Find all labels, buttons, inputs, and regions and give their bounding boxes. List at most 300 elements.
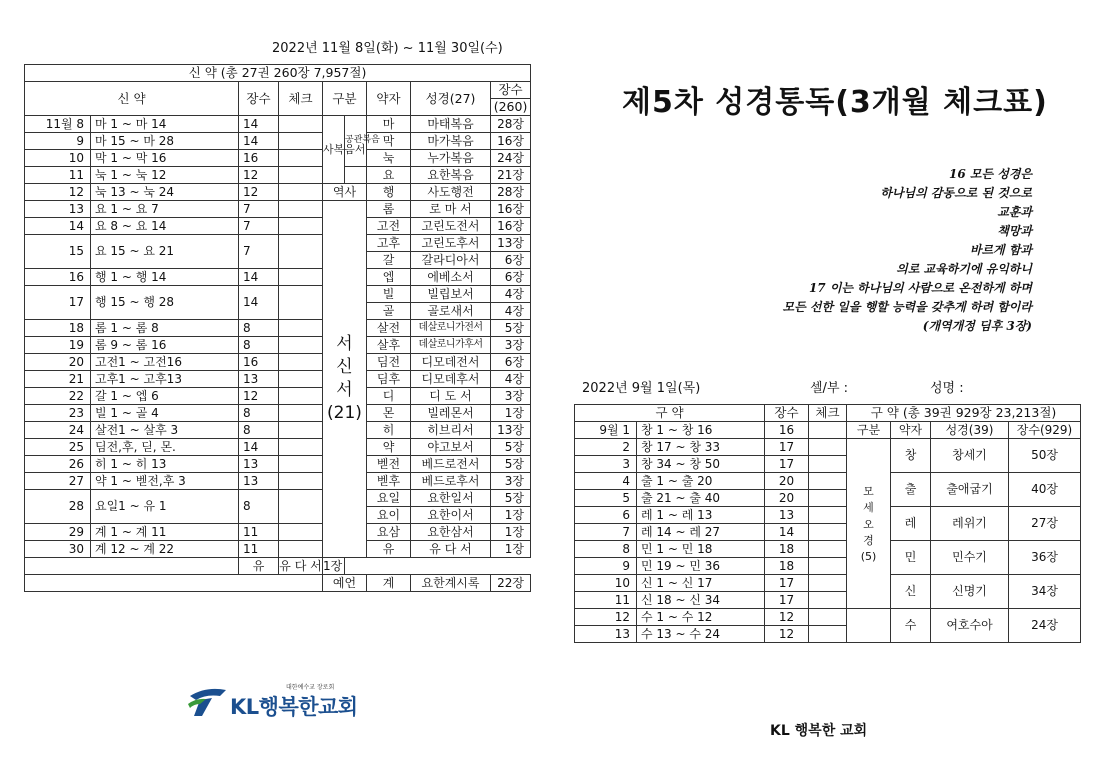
book-chapters: 24장 (1009, 609, 1081, 643)
book-name: 빌레몬서 (411, 405, 491, 422)
reading-chapters: 18 (765, 541, 809, 558)
check-box[interactable] (279, 201, 323, 218)
book-chapters: 5장 (491, 439, 531, 456)
book-abbr: 디 (367, 388, 411, 405)
book-abbr: 살전 (367, 320, 411, 337)
reading-range: 신 1 ~ 신 17 (637, 575, 765, 592)
reading-range: 약 1 ~ 벧전,후 3 (91, 473, 239, 490)
church-logo-text: KL행복한교회 (230, 695, 358, 719)
reading-chapters: 12 (239, 184, 279, 201)
book-abbr: 요일 (367, 490, 411, 507)
check-box[interactable] (809, 524, 847, 541)
reading-chapters: 7 (239, 235, 279, 269)
book-chapters: 6장 (491, 252, 531, 269)
book-chapters: 1장 (491, 405, 531, 422)
verse-line: (개역개정 딤후 3장) (922, 319, 1032, 333)
reading-range: 창 17 ~ 창 33 (637, 439, 765, 456)
ot-header-chapters-total: 장수(929) (1009, 422, 1081, 439)
verse-line: 책망과 (997, 224, 1032, 238)
book-chapters: 16장 (491, 201, 531, 218)
check-box[interactable] (279, 116, 323, 133)
reading-day: 26 (25, 456, 91, 473)
ot-row (575, 609, 1081, 626)
reading-chapters: 20 (765, 490, 809, 507)
ot-header-category: 구분 (847, 422, 891, 439)
reading-chapters: 17 (765, 592, 809, 609)
verse-line: 모든 선한 일을 행할 능력을 갖추게 하려 함이라 (782, 300, 1032, 314)
reading-range: 민 1 ~ 민 18 (637, 541, 765, 558)
reading-range: 고후1 ~ 고후13 (91, 371, 239, 388)
reading-chapters: 12 (765, 609, 809, 626)
reading-range: 롬 9 ~ 롬 16 (91, 337, 239, 354)
book-abbr: 막 (367, 133, 411, 150)
reading-range: 마 15 ~ 마 28 (91, 133, 239, 150)
reading-chapters: 11 (239, 524, 279, 541)
check-box[interactable] (809, 626, 847, 643)
ot-row (575, 422, 1081, 439)
book-chapters: 3장 (491, 337, 531, 354)
check-box[interactable] (809, 592, 847, 609)
reading-day: 13 (575, 626, 637, 643)
ot-header-abbr: 약자 (891, 422, 931, 439)
book-name: 신명기 (931, 575, 1009, 609)
check-box[interactable] (809, 575, 847, 592)
reading-chapters: 16 (765, 422, 809, 439)
reading-range: 창 34 ~ 창 50 (637, 456, 765, 473)
church-logo-icon (186, 686, 228, 718)
book-name: 누가복음 (411, 150, 491, 167)
empty-cell (847, 609, 891, 643)
book-name: 창세기 (931, 439, 1009, 473)
book-abbr: 롬 (367, 201, 411, 218)
reading-day: 23 (25, 405, 91, 422)
book-chapters: 4장 (491, 371, 531, 388)
book-abbr: 빌 (367, 286, 411, 303)
cell-group-field[interactable]: 셀/부 : (810, 381, 849, 396)
reading-day: 11 (575, 592, 637, 609)
check-box[interactable] (279, 456, 323, 473)
book-name: 디 도 서 (411, 388, 491, 405)
reading-chapters: 16 (239, 150, 279, 167)
book-name: 고린도전서 (411, 218, 491, 235)
reading-day: 9 (25, 133, 91, 150)
ot-header-books: 성경(39) (931, 422, 1009, 439)
reading-range: 레 14 ~ 레 27 (637, 524, 765, 541)
book-abbr: 벧전 (367, 456, 411, 473)
reading-range: 마 1 ~ 마 14 (91, 116, 239, 133)
reading-day: 13 (25, 201, 91, 218)
nt-row (25, 388, 531, 405)
ot-row (575, 541, 1081, 558)
verse-line: 하나님의 감동으로 된 것으로 (880, 186, 1032, 200)
book-abbr: 유 (239, 558, 279, 575)
reading-day: 25 (25, 439, 91, 456)
reading-range: 딤전,후, 딛, 몬. (91, 439, 239, 456)
check-box[interactable] (809, 558, 847, 575)
nt-row (25, 473, 531, 490)
book-abbr: 수 (891, 609, 931, 643)
reading-range: 요일1 ~ 유 1 (91, 490, 239, 524)
reading-day: 21 (25, 371, 91, 388)
book-abbr: 신 (891, 575, 931, 609)
ot-checklist-table (574, 404, 1081, 643)
book-chapters: 28장 (491, 116, 531, 133)
book-abbr: 몬 (367, 405, 411, 422)
reading-chapters: 17 (765, 575, 809, 592)
check-box[interactable] (279, 388, 323, 405)
nt-row (25, 269, 531, 286)
reading-range: 계 12 ~ 계 22 (91, 541, 239, 558)
book-abbr: 딤전 (367, 354, 411, 371)
ot-row (575, 575, 1081, 592)
book-chapters: 3장 (491, 388, 531, 405)
nt-table-title: 신 약 (총 27권 260장 7,957절) (25, 65, 531, 82)
book-chapters: 1장 (323, 558, 345, 575)
nt-header-abbr: 약자 (367, 82, 411, 116)
book-name: 마태복음 (411, 116, 491, 133)
book-chapters: 13장 (491, 422, 531, 439)
reading-range: 레 1 ~ 레 13 (637, 507, 765, 524)
book-name: 요한삼서 (411, 524, 491, 541)
book-name: 유 다 서 (279, 558, 322, 573)
verse-line: 16 모든 성경은 (948, 167, 1032, 181)
reading-range: 수 1 ~ 수 12 (637, 609, 765, 626)
book-chapters: 36장 (1009, 541, 1081, 575)
reading-chapters: 14 (239, 133, 279, 150)
reading-chapters: 7 (239, 201, 279, 218)
reading-day: 10 (575, 575, 637, 592)
reading-chapters: 18 (765, 558, 809, 575)
book-name: 에베소서 (411, 269, 491, 286)
reading-day: 28 (25, 490, 91, 524)
ot-header-reading: 구 약 (575, 405, 765, 422)
reading-chapters: 14 (239, 116, 279, 133)
reading-range: 빌 1 ~ 골 4 (91, 405, 239, 422)
nt-header-chapters-total: 장수 (491, 82, 531, 99)
reading-chapters: 8 (239, 490, 279, 524)
category-history: 역사 (323, 184, 367, 201)
nt-row (25, 405, 531, 422)
check-box[interactable] (279, 286, 323, 320)
reading-range: 요 8 ~ 요 14 (91, 218, 239, 235)
reading-range: 살전1 ~ 살후 3 (91, 422, 239, 439)
church-logo-subtitle: 대한예수교 장로회 (286, 684, 335, 691)
reading-range: 수 13 ~ 수 24 (637, 626, 765, 643)
book-name: 마가복음 (411, 133, 491, 150)
nt-row (25, 524, 531, 541)
reading-range: 고전1 ~ 고전16 (91, 354, 239, 371)
reading-day: 22 (25, 388, 91, 405)
book-chapters: 5장 (491, 456, 531, 473)
check-box[interactable] (809, 473, 847, 490)
reading-day: 24 (25, 422, 91, 439)
book-name: 요한계시록 (411, 575, 491, 592)
name-field[interactable]: 성명 : (930, 381, 964, 396)
nt-row (25, 286, 531, 303)
church-logo (186, 682, 366, 722)
book-abbr: 고전 (367, 218, 411, 235)
nt-row (25, 201, 531, 218)
nt-row (25, 337, 531, 354)
reading-day: 29 (25, 524, 91, 541)
reading-range: 요 15 ~ 요 21 (91, 235, 239, 269)
reading-day: 2 (575, 439, 637, 456)
reading-chapters: 12 (765, 626, 809, 643)
book-name: 고린도후서 (411, 235, 491, 252)
book-name: 베드로전서 (411, 456, 491, 473)
book-name: 사도행전 (411, 184, 491, 201)
check-box[interactable] (279, 235, 323, 269)
book-abbr: 출 (891, 473, 931, 507)
reading-range: 히 1 ~ 히 13 (91, 456, 239, 473)
reading-chapters: 8 (239, 422, 279, 439)
book-name: 히브리서 (411, 422, 491, 439)
check-box[interactable] (809, 507, 847, 524)
reading-range: 갈 1 ~ 엡 6 (91, 388, 239, 405)
reading-range: 막 1 ~ 막 16 (91, 150, 239, 167)
nt-row (25, 422, 531, 439)
reading-day: 12 (25, 184, 91, 201)
category-pentateuch (847, 439, 891, 609)
reading-chapters: 13 (239, 456, 279, 473)
nt-row (25, 541, 531, 558)
book-chapters: 40장 (1009, 473, 1081, 507)
reading-chapters: 14 (239, 269, 279, 286)
book-name: 골로새서 (411, 303, 491, 320)
book-name: 야고보서 (411, 439, 491, 456)
ot-row (575, 439, 1081, 456)
book-abbr: 유 (367, 541, 411, 558)
reading-chapters: 13 (239, 371, 279, 388)
check-box[interactable] (809, 439, 847, 456)
check-box[interactable] (279, 490, 323, 524)
reading-day: 11월 8 (25, 116, 91, 133)
book-chapters: 13장 (491, 235, 531, 252)
ot-header-check: 체크 (809, 405, 847, 422)
book-abbr: 골 (367, 303, 411, 320)
reading-range: 행 1 ~ 행 14 (91, 269, 239, 286)
book-abbr: 약 (367, 439, 411, 456)
reading-day: 14 (25, 218, 91, 235)
reading-day: 7 (575, 524, 637, 541)
reading-day: 20 (25, 354, 91, 371)
book-chapters: 6장 (491, 269, 531, 286)
empty-cell (25, 558, 239, 575)
reading-range: 출 21 ~ 출 40 (637, 490, 765, 507)
book-chapters: 1장 (491, 507, 531, 524)
book-abbr: 요삼 (367, 524, 411, 541)
book-abbr: 히 (367, 422, 411, 439)
book-name: 민수기 (931, 541, 1009, 575)
check-box[interactable] (279, 439, 323, 456)
reading-chapters: 11 (239, 541, 279, 558)
start-date: 2022년 9월 1일(목) (582, 381, 701, 396)
reading-chapters: 8 (239, 405, 279, 422)
reading-range: 눅 13 ~ 눅 24 (91, 184, 239, 201)
verse-line: 바르게 함과 (969, 243, 1032, 257)
check-box[interactable] (279, 218, 323, 235)
footer-church-name: KL 행복한 교회 (770, 723, 868, 739)
check-box[interactable] (279, 524, 323, 541)
reading-day: 9 (575, 558, 637, 575)
nt-row (25, 371, 531, 388)
nt-header-chapters: 장수 (239, 82, 279, 116)
book-abbr: 눅 (367, 150, 411, 167)
reading-day: 15 (25, 235, 91, 269)
nt-row (25, 456, 531, 473)
check-box[interactable] (279, 473, 323, 490)
reading-chapters: 17 (765, 439, 809, 456)
book-name: 데살로니가전서 (411, 320, 491, 337)
book-chapters: 4장 (491, 286, 531, 303)
book-chapters: 5장 (491, 320, 531, 337)
nt-row (25, 218, 531, 235)
check-box[interactable] (809, 490, 847, 507)
check-box[interactable] (279, 320, 323, 337)
book-chapters: 6장 (491, 354, 531, 371)
reading-chapters: 14 (765, 524, 809, 541)
reading-range: 요 1 ~ 요 7 (91, 201, 239, 218)
book-name: 로 마 서 (411, 201, 491, 218)
book-abbr: 살후 (367, 337, 411, 354)
reading-chapters: 8 (239, 337, 279, 354)
book-abbr: 마 (367, 116, 411, 133)
verse-line: 17 이는 하나님의 사람으로 온전하게 하며 (808, 281, 1032, 295)
check-box[interactable] (279, 541, 323, 558)
nt-checklist-table (24, 64, 531, 592)
pentateuch-label: 모세오경 (863, 484, 874, 548)
nt-row (25, 167, 531, 184)
nt-row (25, 133, 531, 150)
reading-chapters: 8 (239, 320, 279, 337)
book-name: 레위기 (931, 507, 1009, 541)
book-chapters: 4장 (491, 303, 531, 320)
book-abbr: 요 (367, 167, 411, 184)
book-chapters: 5장 (491, 490, 531, 507)
reading-range: 눅 1 ~ 눅 12 (91, 167, 239, 184)
category-synoptic: 공관복음 (345, 116, 367, 167)
reading-day: 30 (25, 541, 91, 558)
nt-row (25, 558, 531, 575)
reading-chapters: 14 (239, 439, 279, 456)
book-chapters: 16장 (491, 133, 531, 150)
book-chapters: 16장 (491, 218, 531, 235)
category-gospels: 사복음서 (323, 116, 345, 184)
pentateuch-count: (5) (860, 549, 877, 563)
nt-header-chapters-total-num: (260) (491, 99, 531, 116)
reading-range: 계 1 ~ 계 11 (91, 524, 239, 541)
check-box[interactable] (279, 422, 323, 439)
book-name: 갈라디아서 (411, 252, 491, 269)
book-chapters: 50장 (1009, 439, 1081, 473)
category-epistles (323, 201, 367, 558)
reading-day: 8 (575, 541, 637, 558)
reading-range: 창 1 ~ 창 16 (637, 422, 765, 439)
scripture-verse (783, 165, 1033, 336)
book-chapters: 1장 (491, 541, 531, 558)
book-name: 요한이서 (411, 507, 491, 524)
check-box[interactable] (279, 167, 323, 184)
nt-header-books: 성경(27) (411, 82, 491, 116)
book-name: 베드로후서 (411, 473, 491, 490)
reading-day: 17 (25, 286, 91, 320)
book-name: 빌립보서 (411, 286, 491, 303)
book-abbr: 창 (891, 439, 931, 473)
nt-header-check: 체크 (279, 82, 323, 116)
nt-row (25, 184, 531, 201)
nt-row (25, 116, 531, 133)
book-abbr: 레 (891, 507, 931, 541)
category-prophecy: 예언 (323, 575, 367, 592)
reading-chapters: 16 (239, 354, 279, 371)
reading-day: 12 (575, 609, 637, 626)
book-name: 요한복음 (411, 167, 491, 184)
check-box[interactable] (809, 456, 847, 473)
reading-range: 신 18 ~ 신 34 (637, 592, 765, 609)
reading-day: 5 (575, 490, 637, 507)
book-abbr: 행 (367, 184, 411, 201)
nt-row (25, 320, 531, 337)
book-chapters: 24장 (491, 150, 531, 167)
nt-header-category: 구분 (323, 82, 367, 116)
reading-day: 9월 1 (575, 422, 637, 439)
reading-day: 4 (575, 473, 637, 490)
book-abbr: 딤후 (367, 371, 411, 388)
check-box[interactable] (279, 337, 323, 354)
book-abbr: 벧후 (367, 473, 411, 490)
book-abbr: 갈 (367, 252, 411, 269)
nt-row (25, 490, 531, 507)
check-box[interactable] (809, 422, 847, 439)
nt-date-range: 2022년 11월 8일(화) ~ 11월 30일(수) (272, 41, 503, 56)
ot-row (575, 507, 1081, 524)
check-box[interactable] (279, 184, 323, 201)
book-name: 출애굽기 (931, 473, 1009, 507)
reading-chapters: 14 (239, 286, 279, 320)
check-box[interactable] (809, 609, 847, 626)
reading-day: 27 (25, 473, 91, 490)
reading-chapters: 20 (765, 473, 809, 490)
book-chapters: 22장 (491, 575, 531, 592)
check-box[interactable] (279, 150, 323, 167)
check-box[interactable] (809, 541, 847, 558)
book-abbr: 고후 (367, 235, 411, 252)
nt-row (25, 575, 531, 592)
verse-line: 의로 교육하기에 유익하니 (896, 262, 1032, 276)
reading-day: 19 (25, 337, 91, 354)
check-box[interactable] (279, 269, 323, 286)
book-name: 데살로니가후서 (411, 337, 491, 354)
nt-header-reading: 신 약 (25, 82, 239, 116)
reading-chapters: 12 (239, 167, 279, 184)
ot-row (575, 473, 1081, 490)
reading-day: 3 (575, 456, 637, 473)
reading-day: 11 (25, 167, 91, 184)
check-box[interactable] (279, 371, 323, 388)
reading-chapters: 17 (765, 456, 809, 473)
book-name: 디모데전서 (411, 354, 491, 371)
reading-chapters: 13 (239, 473, 279, 490)
nt-row (25, 235, 531, 252)
check-box[interactable] (279, 354, 323, 371)
empty-cell (345, 167, 367, 184)
check-box[interactable] (279, 133, 323, 150)
book-abbr: 계 (367, 575, 411, 592)
nt-row (25, 354, 531, 371)
reading-day: 6 (575, 507, 637, 524)
check-box[interactable] (279, 405, 323, 422)
epistles-label: 서신서 (336, 334, 353, 400)
